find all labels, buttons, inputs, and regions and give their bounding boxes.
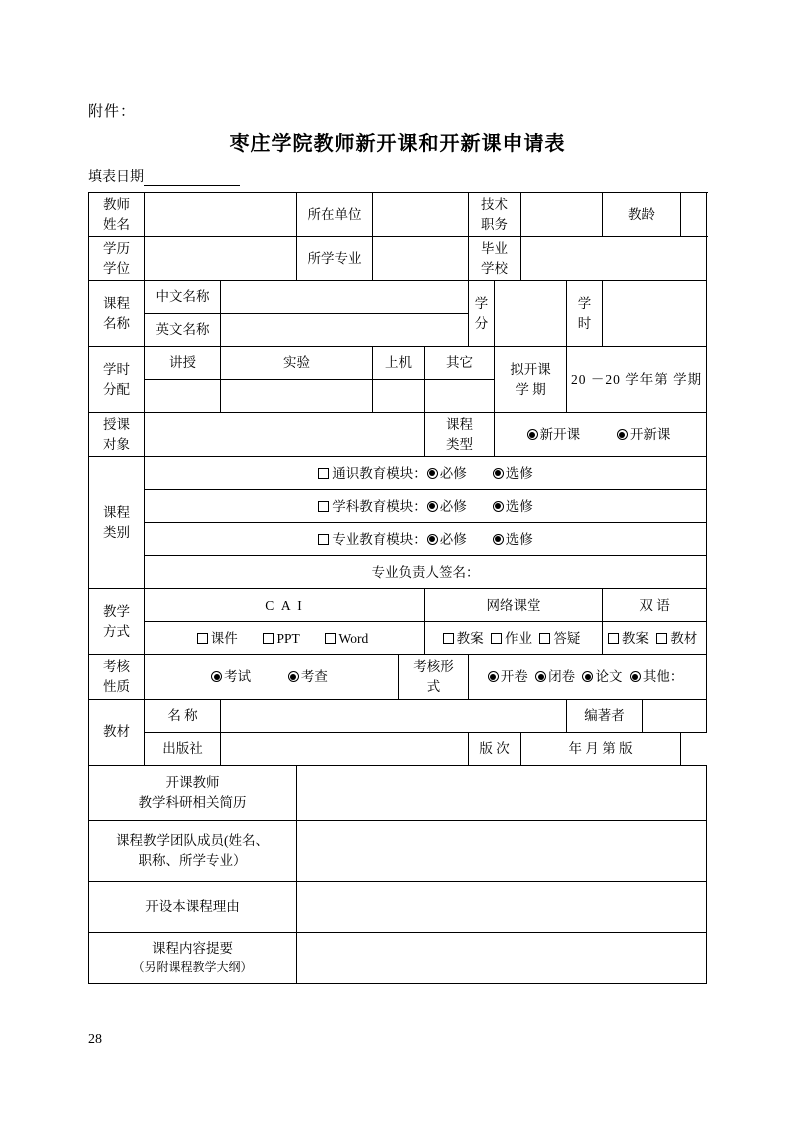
field-assess-nature xyxy=(145,655,399,699)
field-online-options xyxy=(425,622,603,655)
checkbox-cai-word-icon xyxy=(325,633,336,644)
label-online-class: 网络课堂 xyxy=(425,589,603,622)
checkbox-online-lesson-plan-icon xyxy=(443,633,454,644)
fill-date-line xyxy=(88,166,707,186)
table-row-reason xyxy=(89,881,707,932)
field-teach-age[interactable] xyxy=(681,193,707,237)
field-audience[interactable] xyxy=(145,413,425,457)
radio-open-book-icon xyxy=(488,671,499,682)
label-author: 编著者 xyxy=(567,699,643,732)
field-cai-options xyxy=(145,622,425,655)
field-teacher-name[interactable] xyxy=(145,193,297,237)
label-other: 其它 xyxy=(425,347,495,380)
field-publisher[interactable] xyxy=(221,732,469,765)
label-cai: C A I xyxy=(145,589,425,622)
table-row-textbook-name xyxy=(89,699,707,732)
field-experiment-hours[interactable] xyxy=(221,380,373,413)
field-author[interactable] xyxy=(643,699,707,732)
field-leader-signature[interactable]: 专业负责人签名： xyxy=(145,556,707,589)
attachment-label: 附件： xyxy=(88,104,137,120)
radio-check[interactable]: 考查 xyxy=(288,667,328,687)
label-chinese-name: 中文名称 xyxy=(145,281,221,314)
checkbox-online-qa[interactable]: 答疑 xyxy=(539,629,580,649)
page-title: 枣庄学院教师新开课和开新课申请表 xyxy=(229,133,566,155)
radio-open-book[interactable]: 开卷 xyxy=(488,667,528,687)
field-edition[interactable]: 年 月 第 版 xyxy=(521,732,681,765)
field-plan-term[interactable]: 20 －20 学年第 学期 xyxy=(567,347,707,413)
field-course-outline[interactable] xyxy=(297,932,707,983)
label-tech-title: 技术 职务 xyxy=(469,193,521,237)
checkbox-bilingual-lesson-plan-icon xyxy=(608,633,619,644)
label-course-name: 课程 名称 xyxy=(89,281,145,347)
radio-new-course[interactable]: 新开课 xyxy=(527,425,581,445)
radio-paper[interactable]: 论文 xyxy=(582,667,622,687)
field-credit[interactable] xyxy=(495,281,567,347)
field-bilingual-options xyxy=(603,622,707,655)
page-number: 28 xyxy=(88,1032,102,1047)
field-degree[interactable] xyxy=(145,237,297,281)
radio-professional-required-icon[interactable] xyxy=(427,534,438,545)
checkbox-online-lesson-plan[interactable]: 教案 xyxy=(443,629,484,649)
checkbox-cai-word[interactable]: Word xyxy=(325,629,369,649)
field-assess-form xyxy=(469,655,707,699)
label-computer: 上机 xyxy=(373,347,425,380)
field-other-hours[interactable] xyxy=(425,380,495,413)
radio-general-required-icon[interactable] xyxy=(427,468,438,479)
field-tech-title[interactable] xyxy=(521,193,603,237)
table-row-hour-alloc-header xyxy=(89,347,707,380)
fill-date-input[interactable] xyxy=(144,171,240,186)
field-team-members[interactable] xyxy=(297,820,707,881)
label-publisher: 出版社 xyxy=(145,732,221,765)
label-course-type: 课程 类型 xyxy=(425,413,495,457)
checkbox-discipline-module[interactable] xyxy=(318,501,329,512)
table-row-assessment xyxy=(89,655,707,699)
checkbox-online-homework[interactable]: 作业 xyxy=(491,629,532,649)
field-major[interactable] xyxy=(373,237,469,281)
table-row-teach-method-header xyxy=(89,589,707,622)
label-teacher-resume: 开课教师 教学科研相关简历 xyxy=(89,765,297,820)
checkbox-cai-ppt-icon xyxy=(263,633,274,644)
label-experiment: 实验 xyxy=(221,347,373,380)
table-row-category-2 xyxy=(89,490,707,523)
radio-other-icon xyxy=(630,671,641,682)
category-row-professional: 专业教育模块： 必修 选修 xyxy=(145,523,707,556)
radio-closed-book[interactable]: 闭卷 xyxy=(535,667,575,687)
label-major: 所学专业 xyxy=(297,237,373,281)
field-chinese-name[interactable] xyxy=(221,281,469,314)
category-row-discipline: 学科教育模块： 必修 选修 xyxy=(145,490,707,523)
radio-paper-icon xyxy=(582,671,593,682)
table-row-category-3 xyxy=(89,523,707,556)
label-credit: 学 分 xyxy=(469,281,495,347)
field-lecture-hours[interactable] xyxy=(145,380,221,413)
label-unit: 所在单位 xyxy=(297,193,373,237)
checkbox-cai-courseware[interactable]: 课件 xyxy=(197,629,238,649)
label-teach-age: 教龄 xyxy=(603,193,681,237)
checkbox-online-homework-icon xyxy=(491,633,502,644)
field-course-type xyxy=(495,413,707,457)
radio-open-new-course-icon xyxy=(617,429,628,440)
label-textbook-name: 名 称 xyxy=(145,699,221,732)
label-hour-allocation: 学时 分配 xyxy=(89,347,145,413)
field-computer-hours[interactable] xyxy=(373,380,425,413)
radio-professional-elective-icon[interactable] xyxy=(493,534,504,545)
label-team-members: 课程教学团队成员(姓名、 职称、所学专业） xyxy=(89,820,297,881)
radio-exam-icon xyxy=(211,671,222,682)
label-edition: 版 次 xyxy=(469,732,521,765)
table-row-publisher xyxy=(89,732,707,765)
label-teacher-name: 教师 姓名 xyxy=(89,193,145,237)
radio-discipline-elective-icon[interactable] xyxy=(493,501,504,512)
checkbox-bilingual-textbook[interactable]: 教材 xyxy=(656,629,697,649)
field-english-name[interactable] xyxy=(221,314,469,347)
table-row-degree xyxy=(89,237,707,281)
field-unit[interactable] xyxy=(373,193,469,237)
label-degree: 学历 学位 xyxy=(89,237,145,281)
table-row-course-name-cn xyxy=(89,281,707,314)
table-row-team xyxy=(89,820,707,881)
table-row-leader-sign xyxy=(89,556,707,589)
radio-open-new-course[interactable]: 开新课 xyxy=(617,425,671,445)
table-row-resume xyxy=(89,765,707,820)
table-row-audience xyxy=(89,413,707,457)
radio-discipline-required-icon[interactable] xyxy=(427,501,438,512)
label-hours: 学 时 xyxy=(567,281,603,347)
checkbox-bilingual-textbook-icon xyxy=(656,633,667,644)
label-textbook: 教材 xyxy=(89,699,145,765)
label-plan-term: 拟开课 学 期 xyxy=(495,347,567,413)
table-row-outline xyxy=(89,932,707,983)
table-row-category-1 xyxy=(89,457,707,490)
application-form-table xyxy=(88,192,707,984)
field-hours[interactable] xyxy=(603,281,707,347)
checkbox-bilingual-lesson-plan[interactable]: 教案 xyxy=(608,629,649,649)
radio-closed-book-icon xyxy=(535,671,546,682)
table-row-teacher-name xyxy=(89,193,707,237)
checkbox-general-module[interactable] xyxy=(318,468,329,479)
label-course-reason: 开设本课程理由 xyxy=(89,881,297,932)
radio-new-course-icon xyxy=(527,429,538,440)
label-assess-form: 考核形 式 xyxy=(399,655,469,699)
checkbox-cai-ppt[interactable]: PPT xyxy=(263,629,300,649)
label-course-category: 课程 类别 xyxy=(89,457,145,589)
field-graduate-school[interactable] xyxy=(521,237,707,281)
checkbox-cai-courseware-icon xyxy=(197,633,208,644)
label-lecture: 讲授 xyxy=(145,347,221,380)
field-teacher-resume[interactable] xyxy=(297,765,707,820)
label-course-outline: 课程内容提要 （另附课程教学大纲） xyxy=(89,932,297,983)
label-audience: 授课 对象 xyxy=(89,413,145,457)
checkbox-professional-module[interactable] xyxy=(318,534,329,545)
label-teach-method: 教学 方式 xyxy=(89,589,145,655)
radio-general-elective-icon[interactable] xyxy=(493,468,504,479)
label-assess-nature: 考核 性质 xyxy=(89,655,145,699)
field-textbook-name[interactable] xyxy=(221,699,567,732)
table-row-teach-method-options xyxy=(89,622,707,655)
radio-exam[interactable]: 考试 xyxy=(211,667,251,687)
field-course-reason[interactable] xyxy=(297,881,707,932)
label-graduate-school: 毕业 学校 xyxy=(469,237,521,281)
checkbox-online-qa-icon xyxy=(539,633,550,644)
radio-check-icon xyxy=(288,671,299,682)
radio-other[interactable]: 其他： xyxy=(630,667,684,687)
fill-date-label: 填表日期 xyxy=(88,170,144,185)
label-english-name: 英文名称 xyxy=(145,314,221,347)
label-bilingual: 双 语 xyxy=(603,589,707,622)
category-row-general: 通识教育模块： 必修 选修 xyxy=(145,457,707,490)
